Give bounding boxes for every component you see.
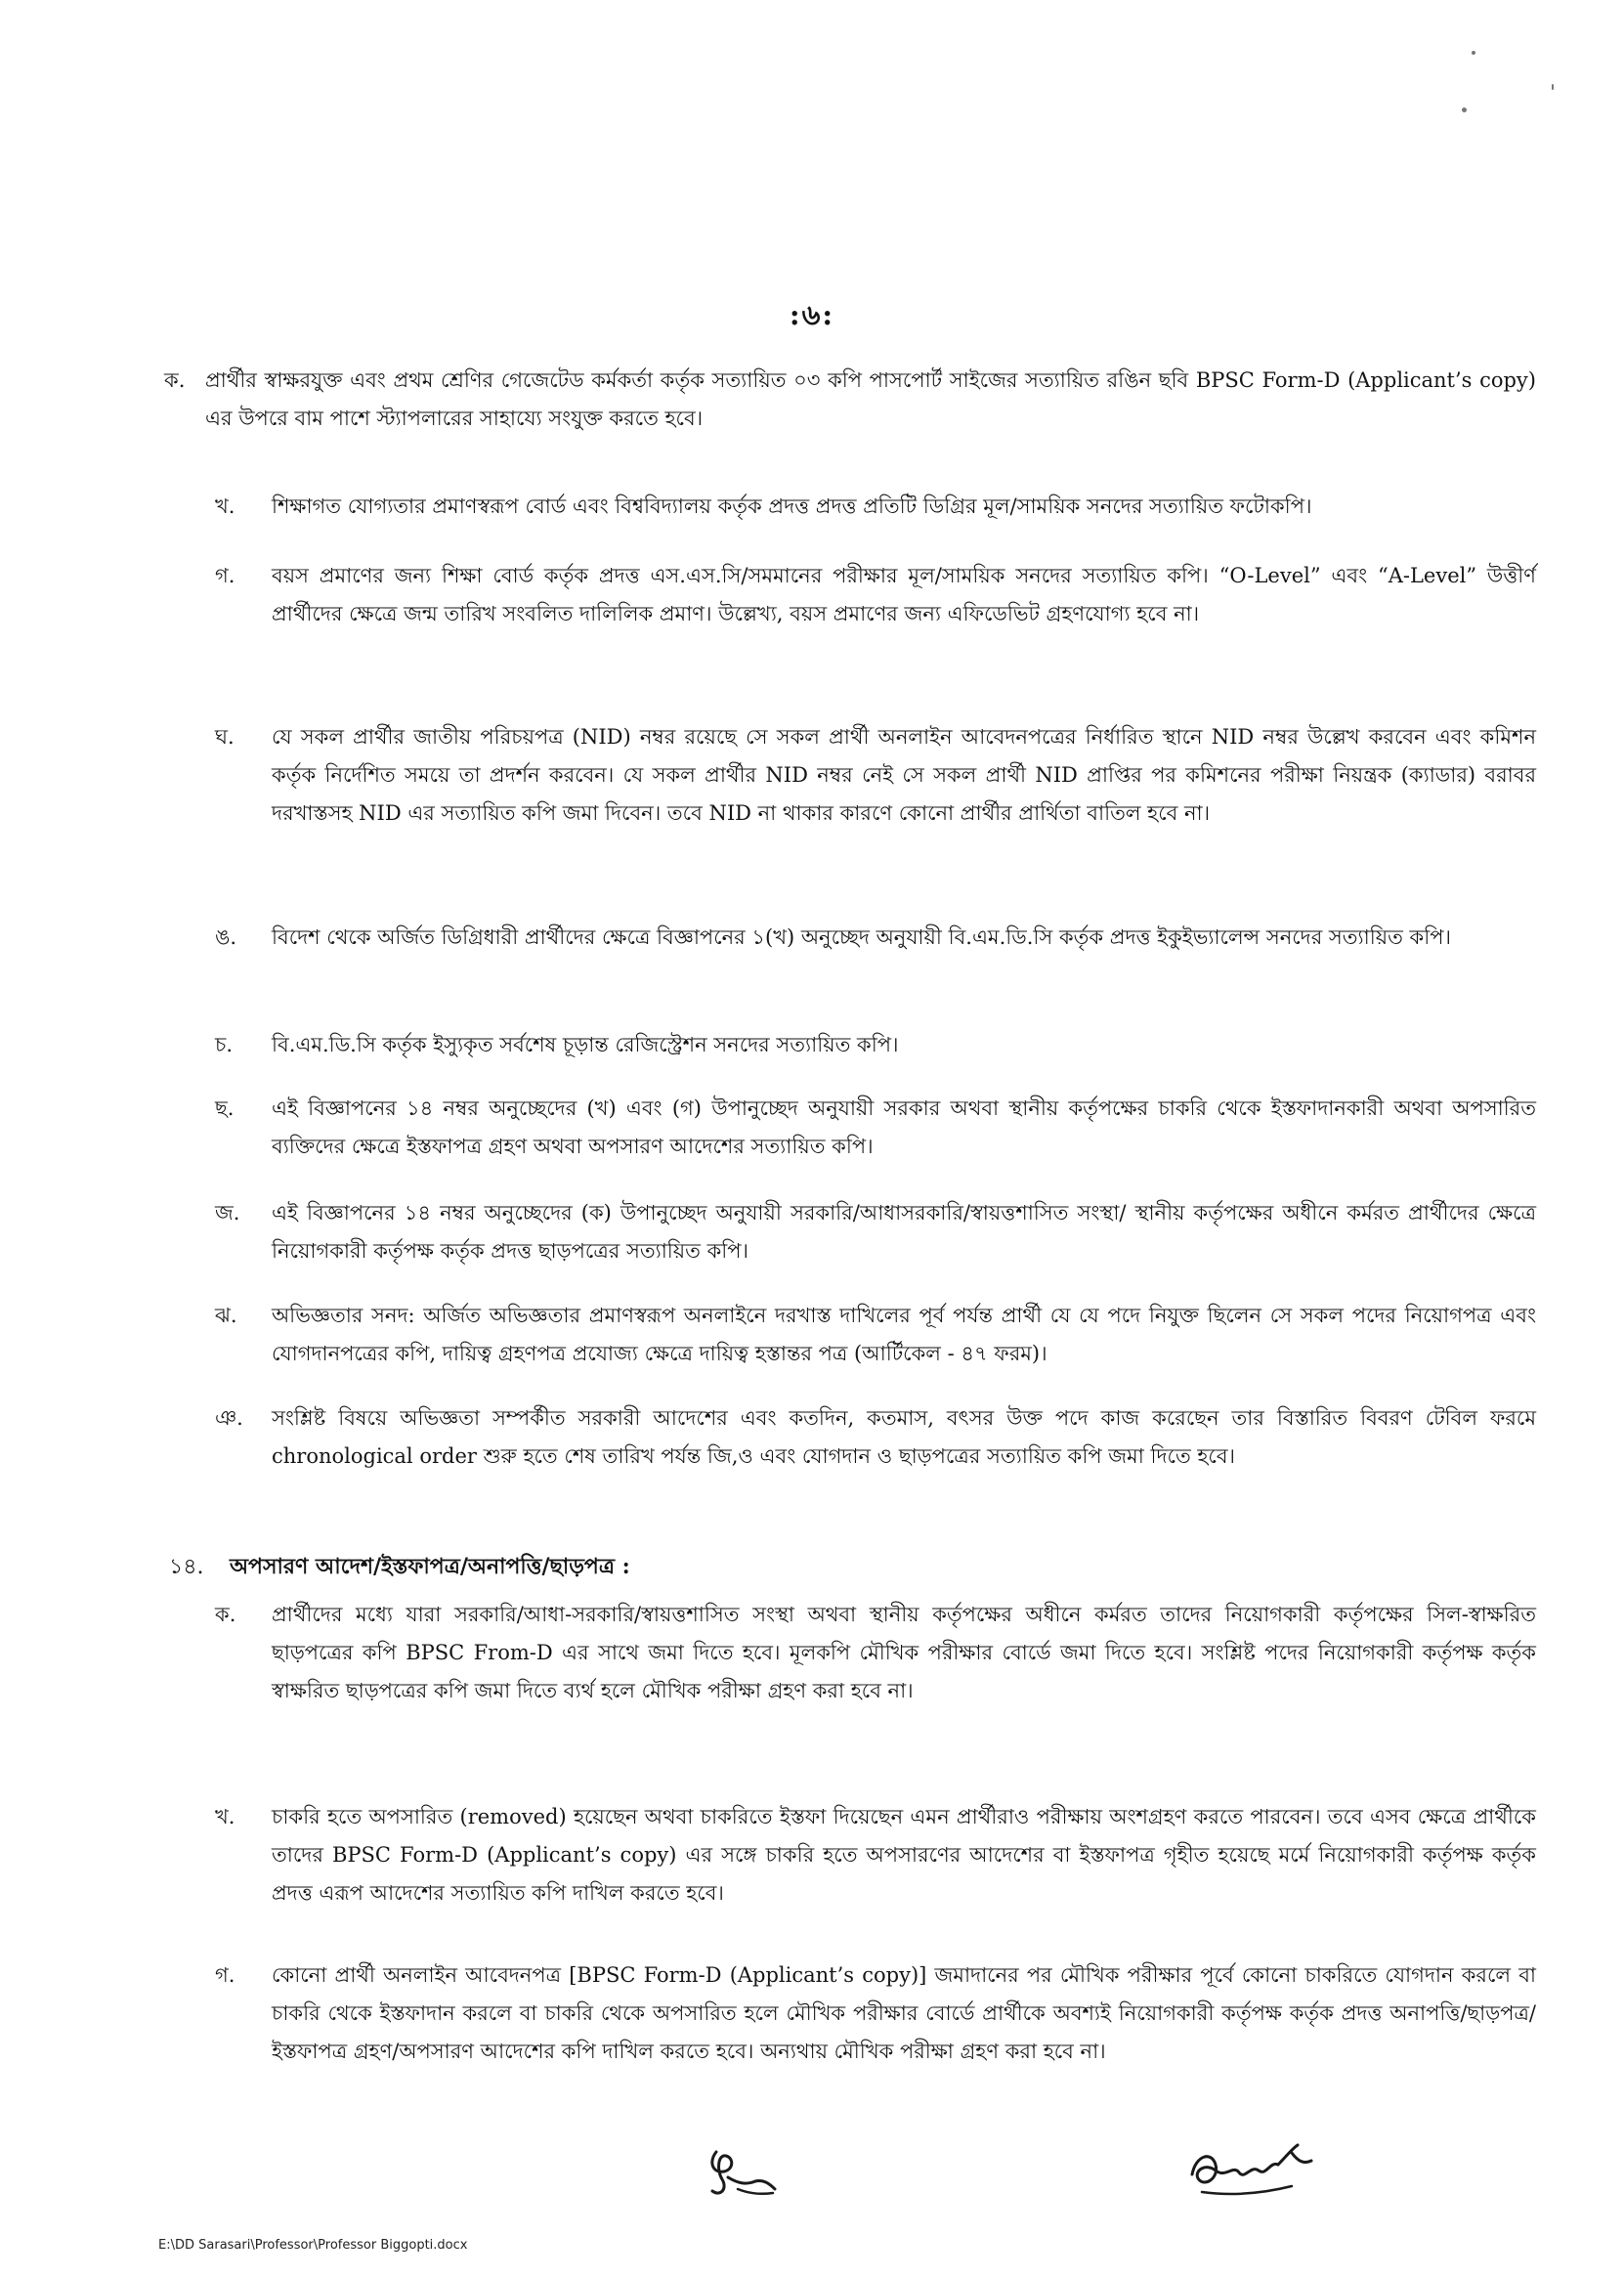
list-item [215, 1596, 1536, 1710]
item-marker: ঝ. [215, 1304, 237, 1327]
file-path-footer: E:\DD Sarasari\Professor\Professor Biggopti.docx [158, 2238, 468, 2253]
item-marker: ক. [215, 1603, 236, 1626]
item-marker: খ. [215, 1805, 235, 1828]
item-text: বয়স প্রমাণের জন্য শিক্ষা বোর্ড কর্তৃক প্রদত্ত এস.এস.সি/সমমানের পরীক্ষার মূল/সাময়িক সনদের সত্যায়িত কপি। “O-Level” এবং “A-Level” উত্তীর্ণ প্রার্থীদের ক্ষেত্রে জন্ম তারিখ সংবলিত দালিলিক প্রমাণ। উল্লেখ্য, বয়স প্রমাণের জন্য এফিডেভিট গ্রহণযোগ্য হবে না। [272, 564, 1536, 625]
section-number: ১৪. [169, 1555, 204, 1579]
scan-speck [1552, 84, 1554, 90]
list-item [164, 362, 1536, 438]
list-item [215, 1297, 1536, 1373]
list-item [215, 919, 1536, 957]
item-marker: গ. [215, 1963, 235, 1987]
list-item [215, 488, 1536, 526]
item-text: অভিজ্ঞতার সনদ: অর্জিত অভিজ্ঞতার প্রমাণস্বরূপ অনলাইনে দরখাস্ত দাখিলের পূর্ব পর্যন্ত প্রার্থী যে যে পদে নিযুক্ত ছিলেন সে সকল পদের নিয়োগপত্র এবং যোগদানপত্রের কপি, দায়িত্ব গ্রহণপত্র প্রযোজ্য ক্ষেত্রে দায়িত্ব হস্তান্তর পত্র (আর্টিকেল - ৪৭ ফরম)। [272, 1304, 1536, 1365]
item-marker: ক. [164, 368, 186, 392]
item-text: এই বিজ্ঞাপনের ১৪ নম্বর অনুচ্ছেদের (খ) এবং (গ) উপানুচ্ছেদ অনুযায়ী সরকার অথবা স্থানীয় কর্তৃপক্ষের চাকরি থেকে ইস্তফাদানকারী অথবা অপসারিত ব্যক্তিদের ক্ষেত্রে ইস্তফাপত্র গ্রহণ অথবা অপসারণ আদেশের সত্যায়িত কপি। [272, 1096, 1536, 1158]
item-text: বি.এম.ডি.সি কর্তৃক ইস্যুকৃত সর্বশেষ চূড়ান্ত রেজিস্ট্রেশন সনদের সত্যায়িত কপি। [272, 1033, 899, 1056]
item-text: সংশ্লিষ্ট বিষয়ে অভিজ্ঞতা সম্পর্কীত সরকারী আদেশের এবং কতদিন, কতমাস, বৎসর উক্ত পদে কাজ করেছেন তার বিস্তারিত বিবরণ টেবিল ফরমে chronological order শুরু হতে শেষ তারিখ পর্যন্ত জি,ও এবং যোগদান ও ছাড়পত্রের সত্যায়িত কপি জমা দিতে হবে। [272, 1406, 1536, 1468]
handwritten-initial-left [699, 2140, 787, 2209]
list-item [215, 1090, 1536, 1166]
page-number: :৬: [789, 298, 835, 331]
item-text: যে সকল প্রার্থীর জাতীয় পরিচয়পত্র (NID) নম্বর রয়েছে সে সকল প্রার্থী অনলাইন আবেদনপত্রের নির্ধারিত স্থানে NID নম্বর উল্লেখ করবেন এবং কমিশন কর্তৃক নির্দেশিত সময়ে তা প্রদর্শন করবেন। যে সকল প্রার্থীর NID নম্বর নেই সে সকল প্রার্থী NID প্রাপ্তির পর কমিশনের পরীক্ষা নিয়ন্ত্রক (ক্যাডার) বরাবর দরখাস্তসহ NID এর সত্যায়িত কপি জমা দিবেন। তবে NID না থাকার কারণে কোনো প্রার্থীর প্রার্থিতা বাতিল হবে না। [272, 725, 1536, 825]
list-item [215, 1798, 1536, 1913]
item-marker: ঙ. [215, 925, 237, 949]
item-marker: ঘ. [215, 725, 235, 749]
item-marker: জ. [215, 1201, 240, 1225]
item-text: এই বিজ্ঞাপনের ১৪ নম্বর অনুচ্ছেদের (ক) উপানুচ্ছেদ অনুযায়ী সরকারি/আধাসরকারি/স্বায়ত্তশাসিত সংস্থা/ স্থানীয় কর্তৃপক্ষের অধীনে কর্মরত প্রার্থীদের ক্ষেত্রে নিয়োগকারী কর্তৃপক্ষ কর্তৃক প্রদত্ত ছাড়পত্রের সত্যায়িত কপি। [272, 1201, 1536, 1263]
list-item [215, 557, 1536, 633]
item-text: চাকরি হতে অপসারিত (removed) হয়েছেন অথবা চাকরিতে ইস্তফা দিয়েছেন এমন প্রার্থীরাও পরীক্ষায় অংশগ্রহণ করতে পারবেন। তবে এসব ক্ষেত্রে প্রার্থীকে তাদের BPSC Form-D (Applicant’s copy) এর সঙ্গে চাকরি হতে অপসারণের আদেশের বা ইস্তফাপত্র গৃহীত হয়েছে মর্মে নিয়োগকারী কর্তৃপক্ষ কর্তৃক প্রদত্ত এরূপ আদেশের সত্যায়িত কপি দাখিল করতে হবে। [272, 1805, 1536, 1905]
item-marker: খ. [215, 494, 235, 518]
list-item [215, 1026, 1536, 1064]
handwritten-signature-right [1182, 2135, 1319, 2209]
item-marker: ঞ. [215, 1406, 243, 1430]
item-text: বিদেশ থেকে অর্জিত ডিগ্রিধারী প্রার্থীদের ক্ষেত্রে বিজ্ঞাপনের ১(খ) অনুচ্ছেদ অনুযায়ী বি.এম.ডি.সি কর্তৃক প্রদত্ত ইকুইভ্যালেন্স সনদের সত্যায়িত কপি। [272, 925, 1452, 949]
item-text: প্রার্থীর স্বাক্ষরযুক্ত এবং প্রথম শ্রেণির গেজেটেড কর্মকর্তা কর্তৃক সত্যায়িত ০৩ কপি পাসপোর্ট সাইজের সত্যায়িত রঙিন ছবি BPSC Form-D (Applicant’s copy) এর উপরে বাম পাশে স্ট্যাপলারের সাহায্যে সংযুক্ত করতে হবে। [205, 368, 1536, 430]
item-text: শিক্ষাগত যোগ্যতার প্রমাণস্বরূপ বোর্ড এবং বিশ্ববিদ্যালয় কর্তৃক প্রদত্ত প্রদত্ত প্রতিটি ডিগ্রির মূল/সাময়িক সনদের সত্যায়িত ফটোকপি। [272, 494, 1312, 518]
section-title: অপসারণ আদেশ/ইস্তফাপত্র/অনাপত্তি/ছাড়পত্র : [230, 1554, 630, 1579]
list-item [215, 1956, 1536, 2071]
item-text: প্রার্থীদের মধ্যে যারা সরকারি/আধা-সরকারি/স্বায়ত্তশাসিত সংস্থা অথবা স্থানীয় কর্তৃপক্ষের অধীনে কর্মরত তাদের নিয়োগকারী কর্তৃপক্ষের সিল-স্বাক্ষরিত ছাড়পত্রের কপি BPSC From-D এর সাথে জমা দিতে হবে। মূলকপি মৌখিক পরীক্ষার বোর্ডে জমা দিতে হবে। সংশ্লিষ্ট পদের নিয়োগকারী কর্তৃপক্ষ কর্তৃক স্বাক্ষরিত ছাড়পত্রের কপি জমা দিতে ব্যর্থ হলে মৌখিক পরীক্ষা গ্রহণ করা হবে না। [272, 1603, 1536, 1702]
section-heading [169, 1549, 630, 1585]
scan-speck [1462, 107, 1467, 112]
scan-speck [1472, 51, 1475, 55]
list-item [215, 1399, 1536, 1476]
list-item [215, 718, 1536, 833]
list-item [215, 1194, 1536, 1270]
item-marker: চ. [215, 1033, 234, 1056]
item-text: কোনো প্রার্থী অনলাইন আবেদনপত্র [BPSC Form-D (Applicant’s copy)] জমাদানের পর মৌখিক পরীক্ষার পূর্বে কোনো চাকরিতে যোগদান করলে বা চাকরি থেকে ইস্তফাদান করলে বা চাকরি থেকে অপসারিত হলে মৌখিক পরীক্ষার বোর্ডে প্রার্থীকে অবশ্যই নিয়োগকারী কর্তৃপক্ষ কর্তৃক প্রদত্ত অনাপত্তি/ছাড়পত্র/ইস্তফাপত্র গ্রহণ/অপসারণ আদেশের কপি দাখিল করতে হবে। অন্যথায় মৌখিক পরীক্ষা গ্রহণ করা হবে না। [272, 1963, 1536, 2063]
item-marker: গ. [215, 564, 235, 587]
item-marker: ছ. [215, 1096, 235, 1120]
